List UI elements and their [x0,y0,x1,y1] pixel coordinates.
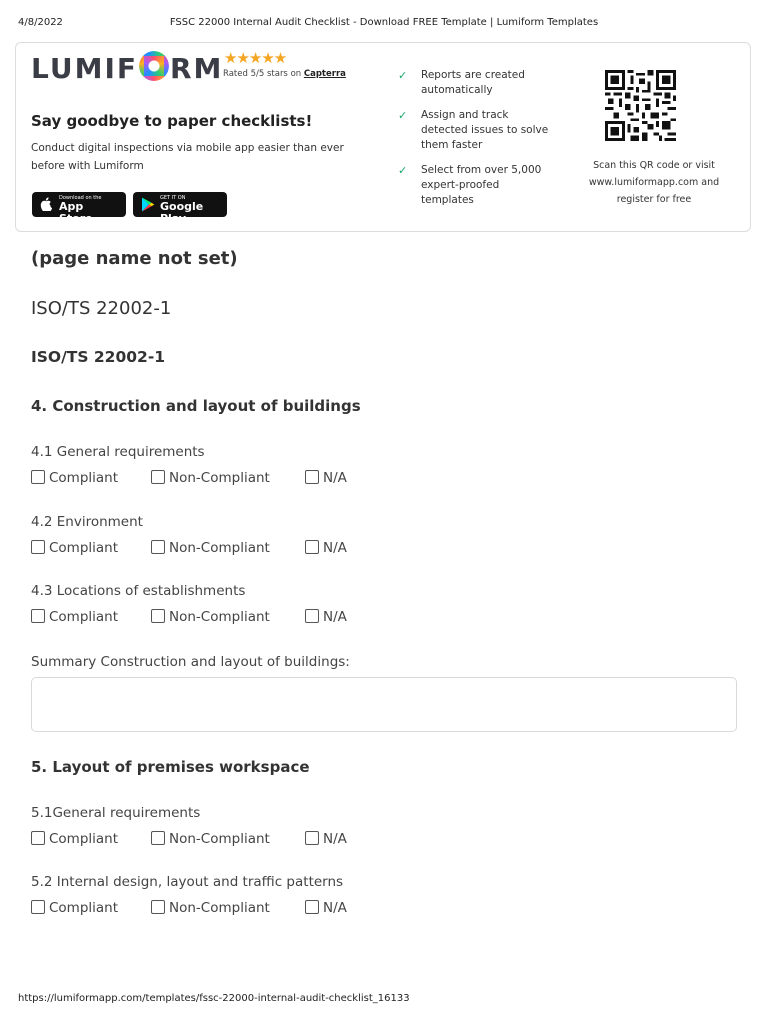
capterra-link[interactable]: Capterra [303,69,346,79]
rating-text: Rated 5/5 stars on Capterra [223,69,346,79]
checkbox-icon[interactable] [151,609,165,623]
checkbox-icon[interactable] [305,900,319,914]
feature-item: ✓ Reports are created automatically [398,69,525,96]
qr-caption: Scan this QR code or visit www.lumiformapp.com and register for free [588,160,720,205]
logo-ring-icon [139,51,169,81]
google-play-button[interactable] [133,192,227,225]
option-non-compliant[interactable]: Non-Compliant [151,900,270,916]
lumiform-logo[interactable]: LUMIF RM [31,52,224,85]
option-compliant[interactable]: Compliant [31,900,118,916]
feature-item: ✓ Select from over 5,000 expert-proofed templates [398,164,542,206]
document-heading: ISO/TS 22002-1 [31,298,172,319]
check-icon: ✓ [398,164,408,177]
document-subheading: ISO/TS 22002-1 [31,348,166,366]
option-na[interactable]: N/A [305,900,347,916]
option-na[interactable]: N/A [305,470,347,486]
checkbox-icon[interactable] [151,470,165,484]
question-label: 4.1 General requirements [31,444,205,460]
print-date: 4/8/2022 [18,17,63,28]
star-rating-icon: ★★★★★ [224,49,287,67]
option-na[interactable]: N/A [305,540,347,556]
page-name: (page name not set) [31,248,238,269]
option-non-compliant[interactable]: Non-Compliant [151,470,270,486]
option-non-compliant[interactable]: Non-Compliant [151,831,270,847]
print-title: FSSC 22000 Internal Audit Checklist - Download FREE Template | Lumiform Templates [169,17,599,28]
checkbox-icon[interactable] [305,831,319,845]
google-play-icon [141,197,155,216]
google-play-small: GET IT ON [160,195,186,201]
promo-banner [15,42,751,232]
question-label: 4.2 Environment [31,514,143,530]
option-na[interactable]: N/A [305,831,347,847]
section-title: 5. Layout of premises workspace [31,758,310,776]
qr-code[interactable] [605,59,676,152]
checkbox-icon[interactable] [31,831,45,845]
question-label: 4.3 Locations of establishments [31,583,246,599]
app-store-button[interactable] [32,192,126,225]
option-non-compliant[interactable]: Non-Compliant [151,609,270,625]
check-icon: ✓ [398,109,408,122]
summary-input[interactable] [31,677,737,732]
checkbox-icon[interactable] [151,831,165,845]
checkbox-icon[interactable] [31,609,45,623]
app-store-small: Download on the [59,195,102,201]
option-na[interactable]: N/A [305,609,347,625]
question-label: 5.1General requirements [31,805,201,821]
checkbox-icon[interactable] [31,540,45,554]
option-compliant[interactable]: Compliant [31,609,118,625]
checkbox-icon[interactable] [151,900,165,914]
question-label: 5.2 Internal design, layout and traffic patterns [31,874,344,890]
option-compliant[interactable]: Compliant [31,540,118,556]
section-title: 4. Construction and layout of buildings [31,397,361,415]
feature-item: ✓ Assign and track detected issues to solve them faster [398,109,549,151]
apple-icon [40,197,53,215]
banner-headline: Say goodbye to paper checklists! [31,112,313,130]
print-url[interactable]: https://lumiformapp.com/templates/fssc-22000-internal-audit-checklist_16133 [18,993,410,1004]
summary-label: Summary Construction and layout of buildings: [31,654,350,670]
checkbox-icon[interactable] [305,540,319,554]
checkbox-icon[interactable] [31,470,45,484]
checkbox-icon[interactable] [151,540,165,554]
app-store-label: App Store [59,200,93,225]
banner-subline: Conduct digital inspections via mobile app easier than ever before with Lumiform [31,142,344,172]
option-compliant[interactable]: Compliant [31,831,118,847]
checkbox-icon[interactable] [305,470,319,484]
checkbox-icon[interactable] [31,900,45,914]
check-icon: ✓ [398,69,408,82]
checkbox-icon[interactable] [305,609,319,623]
option-non-compliant[interactable]: Non-Compliant [151,540,270,556]
google-play-label: Google Play [160,200,204,225]
option-compliant[interactable]: Compliant [31,470,118,486]
